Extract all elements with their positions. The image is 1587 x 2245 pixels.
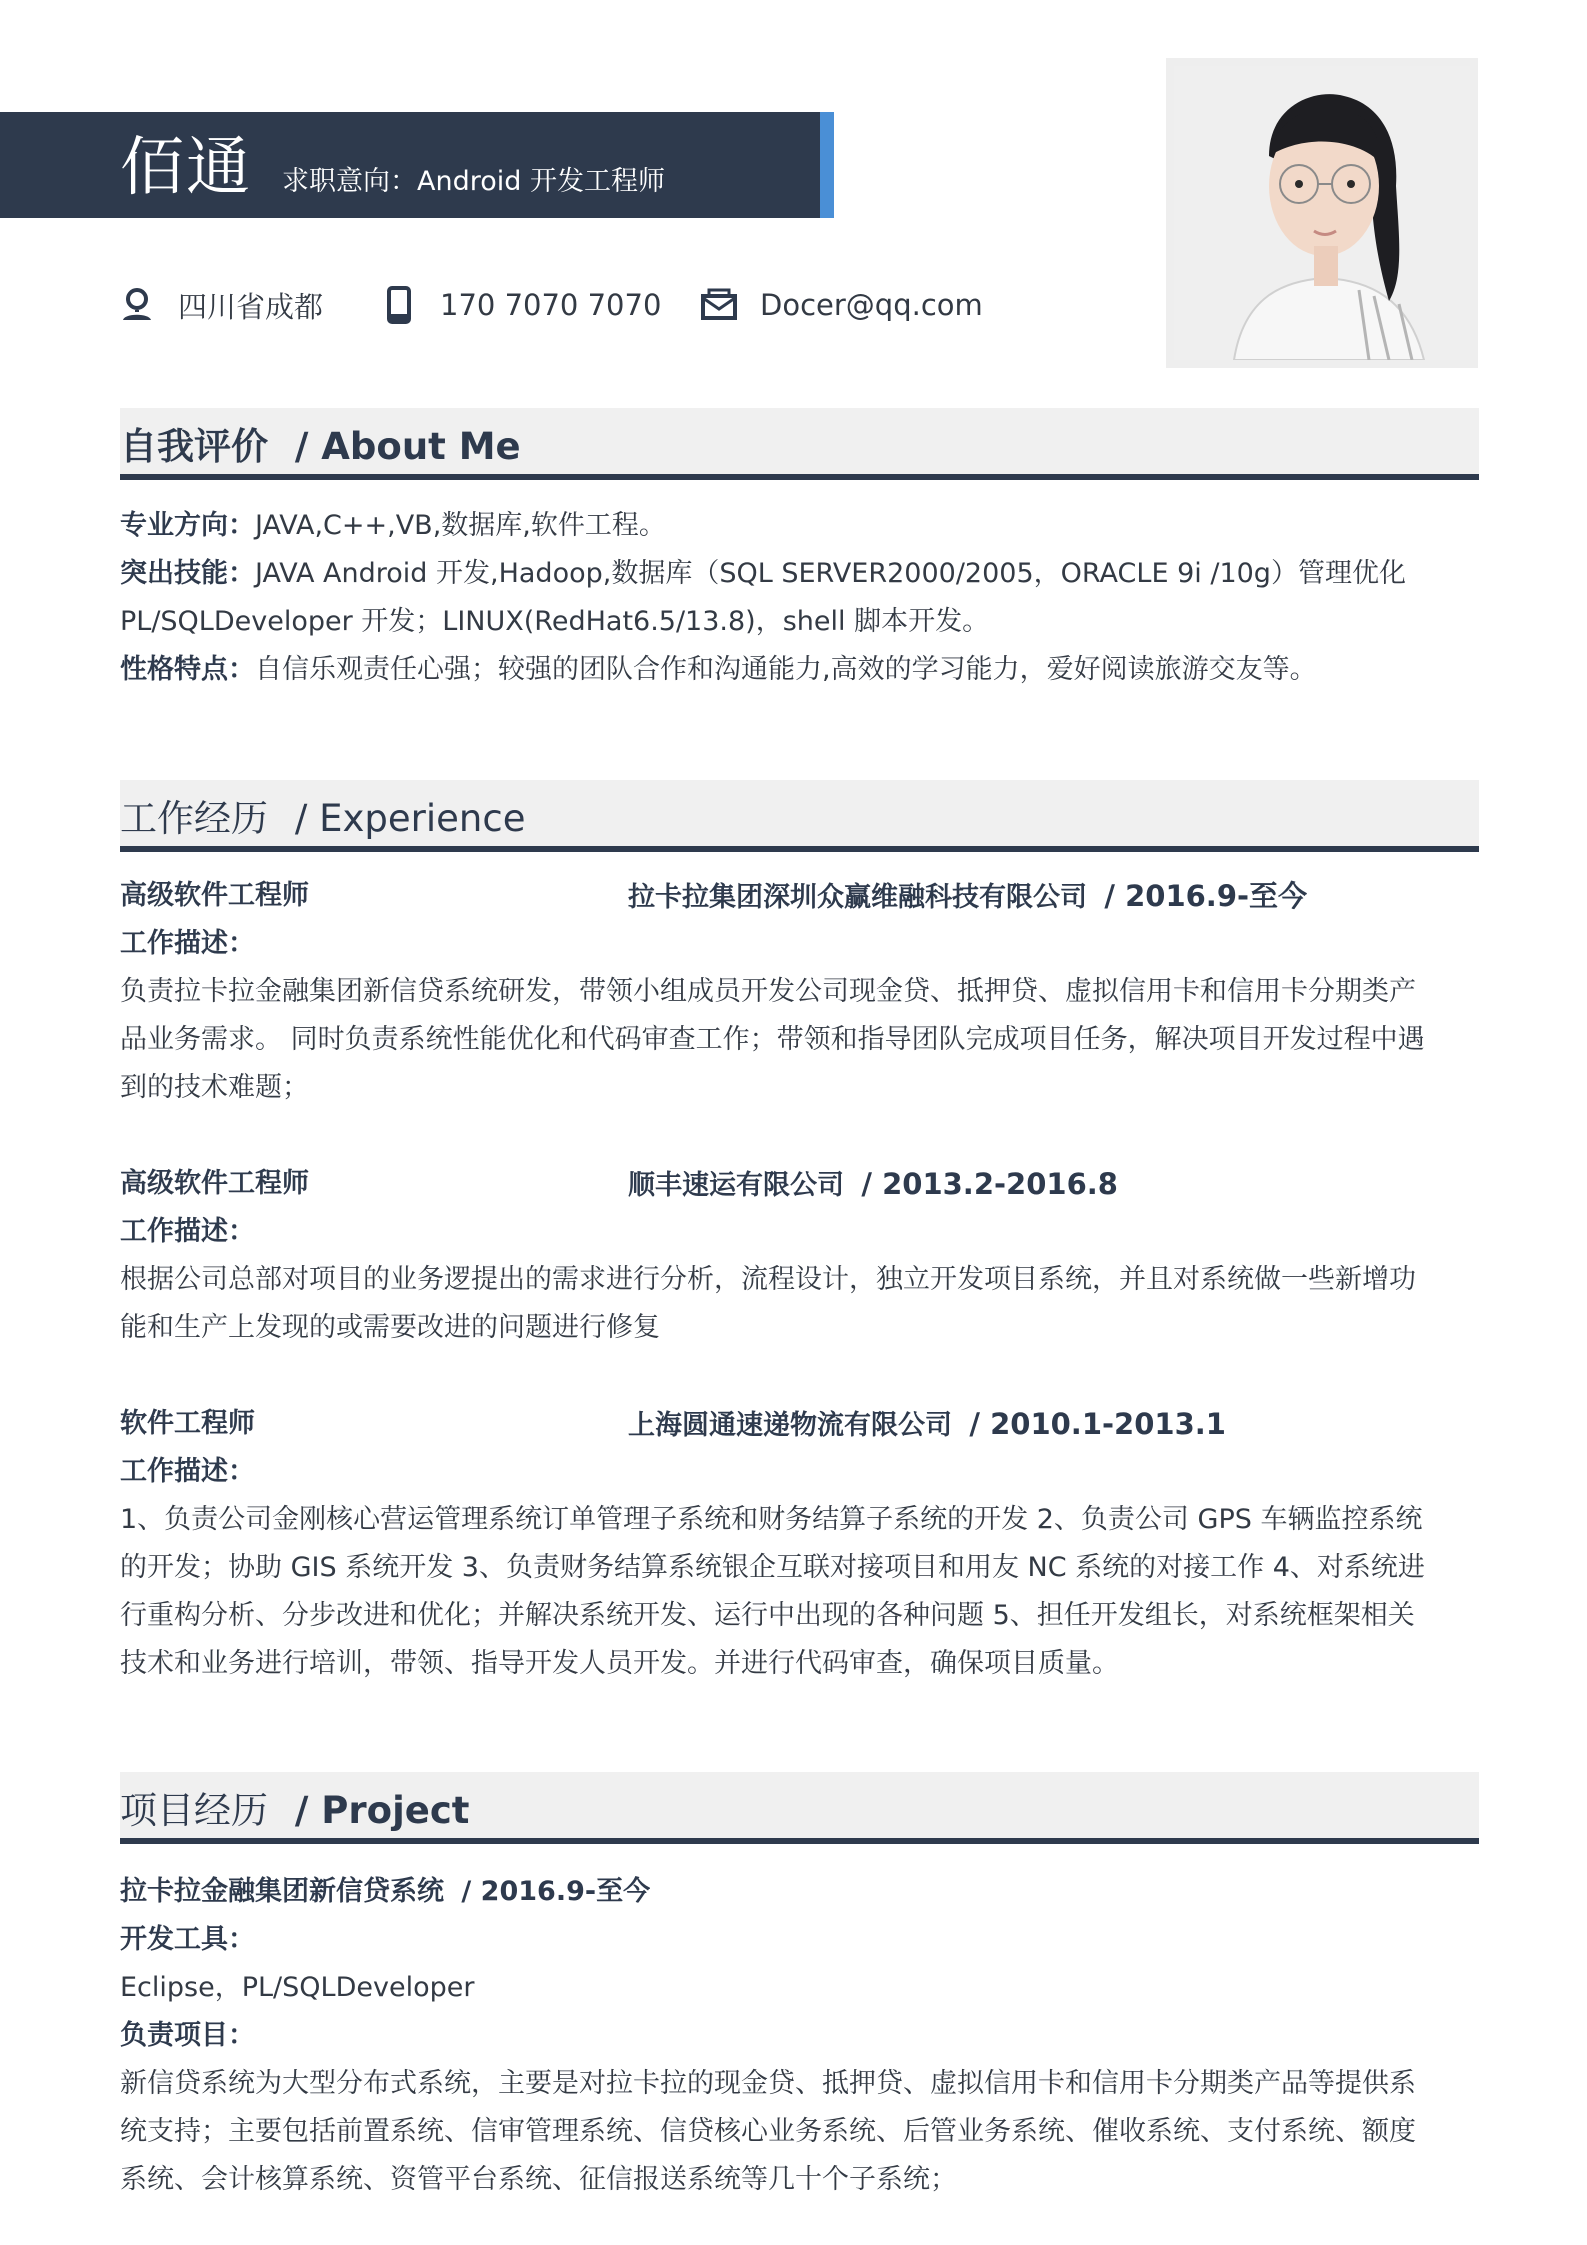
about-item-skills — [120, 550, 1480, 598]
about-label: 突出技能： — [120, 558, 255, 589]
job-intent: 求职意向：Android 开发工程师 — [282, 166, 665, 197]
desc-line: 技术和业务进行培训，带领、指导开发人员开发。并进行代码审查，确保项目质量。 — [120, 1648, 1119, 1679]
contact-phone — [380, 282, 661, 328]
job-title: 高级软件工程师 — [120, 1168, 309, 1199]
mobile-phone-icon — [380, 286, 418, 324]
job-company — [628, 1160, 1118, 1210]
job-desc-label: 工作描述： — [120, 928, 255, 959]
section-title-experience — [120, 788, 525, 842]
company-name: 拉卡拉集团深圳众赢维融科技有限公司 — [628, 882, 1087, 913]
about-label: 专业方向： — [120, 510, 255, 541]
project-tools: Eclipse，PL/SQLDeveloper — [120, 1972, 475, 2003]
project-description — [120, 2060, 1482, 2204]
section-title-en: / Experience — [294, 797, 526, 840]
section-title-cn: 自我评价 — [120, 425, 268, 468]
job-description — [120, 1256, 1482, 1352]
company-name: 顺丰速运有限公司 — [628, 1170, 844, 1201]
job-title: 高级软件工程师 — [120, 880, 309, 911]
envelope-icon — [700, 286, 738, 324]
desc-line: 根据公司总部对项目的业务逻提出的需求进行分析，流程设计，独立开发项目系统，并且对系统做一些新增功 — [120, 1264, 1416, 1295]
job-period: / 2010.1-2013.1 — [969, 1407, 1226, 1441]
section-title-en: / Project — [294, 1789, 470, 1832]
about-item-skills-continued — [120, 598, 1480, 646]
section-experience — [120, 780, 1479, 852]
job-title: 软件工程师 — [120, 1408, 255, 1439]
job-period: / 2016.9-至今 — [1104, 879, 1308, 913]
desc-line: 行重构分析、分步改进和优化；并解决系统开发、运行中出现的各种问题 5、担任开发组长，对系统框架相关 — [120, 1600, 1415, 1631]
about-label: 性格特点： — [120, 654, 255, 685]
desc-line: 的开发；协助 GIS 系统开发 3、负责财务结算系统银企互联对接项目和用友 NC 系统的对接工作 4、对系统进 — [120, 1552, 1425, 1583]
about-item-personality — [120, 646, 1480, 694]
section-project — [120, 1772, 1479, 1844]
desc-line: 到的技术难题； — [120, 1072, 309, 1103]
location-pin-icon — [118, 286, 156, 324]
about-item-direction — [120, 502, 1480, 550]
profile-photo-frame — [1166, 58, 1478, 368]
section-title-en: / About Me — [294, 425, 521, 468]
candidate-name: 佰通 — [120, 131, 252, 205]
about-value: 自信乐观责任心强；较强的团队合作和沟通能力,高效的学习能力，爱好阅读旅游交友等。 — [255, 654, 1317, 685]
desc-line: 统支持；主要包括前置系统、信审管理系统、信贷核心业务系统、后管业务系统、催收系统、支付系统、额度 — [120, 2116, 1416, 2147]
contact-location — [118, 282, 323, 328]
about-value: JAVA Android 开发,Hadoop,数据库（SQL SERVER2000/2005，ORACLE 9i /10g）管理优化 — [255, 558, 1406, 589]
job-desc-label: 工作描述： — [120, 1216, 255, 1247]
profile-photo — [1174, 66, 1470, 360]
email-text: Docer@qq.com — [760, 288, 983, 322]
desc-line: 新信贷系统为大型分布式系统，主要是对拉卡拉的现金贷、抵押贷、虚拟信用卡和信用卡分期类产品等提供系 — [120, 2068, 1416, 2099]
project-name: 拉卡拉金融集团新信贷系统 — [120, 1876, 444, 1907]
phone-text: 170 7070 7070 — [440, 288, 662, 322]
job-description — [120, 1496, 1482, 1688]
section-title-about — [120, 416, 521, 470]
job-desc-label: 工作描述： — [120, 1456, 255, 1487]
section-title-cn: 工作经历 — [120, 797, 268, 840]
project-name-row — [120, 1868, 1480, 1916]
about-value: JAVA,C++,VB,数据库,软件工程。 — [255, 510, 666, 541]
company-name: 上海圆通速递物流有限公司 — [628, 1410, 952, 1441]
section-title-cn: 项目经历 — [120, 1789, 268, 1832]
job-description — [120, 968, 1482, 1112]
project-period: / 2016.9-至今 — [461, 1876, 651, 1907]
job-period: / 2013.2-2016.8 — [861, 1167, 1118, 1201]
desc-line: 负责拉卡拉金融集团新信贷系统研发，带领小组成员开发公司现金贷、抵押贷、虚拟信用卡和信用卡分期类产 — [120, 976, 1416, 1007]
job-company — [628, 872, 1307, 922]
project-duty-label: 负责项目： — [120, 2020, 255, 2051]
location-text: 四川省成都 — [178, 289, 324, 324]
about-value: PL/SQLDeveloper 开发；LINUX(RedHat6.5/13.8)，shell 脚本开发。 — [120, 606, 990, 637]
desc-line: 品业务需求。 同时负责系统性能优化和代码审查工作；带领和指导团队完成项目任务，解决项目开发过程中遇 — [120, 1024, 1425, 1055]
section-title-project — [120, 1780, 469, 1834]
portrait-illustration — [1174, 66, 1470, 360]
contact-email — [700, 282, 983, 328]
desc-line: 系统、会计核算系统、资管平台系统、征信报送系统等几十个子系统； — [120, 2164, 957, 2195]
section-about — [120, 408, 1479, 480]
project-tools-label: 开发工具： — [120, 1924, 255, 1955]
job-company — [628, 1400, 1226, 1450]
desc-line: 1、负责公司金刚核心营运管理系统订单管理子系统和财务结算子系统的开发 2、负责公司 GPS 车辆监控系统 — [120, 1504, 1423, 1535]
desc-line: 能和生产上发现的或需要改进的问题进行修复 — [120, 1312, 660, 1343]
